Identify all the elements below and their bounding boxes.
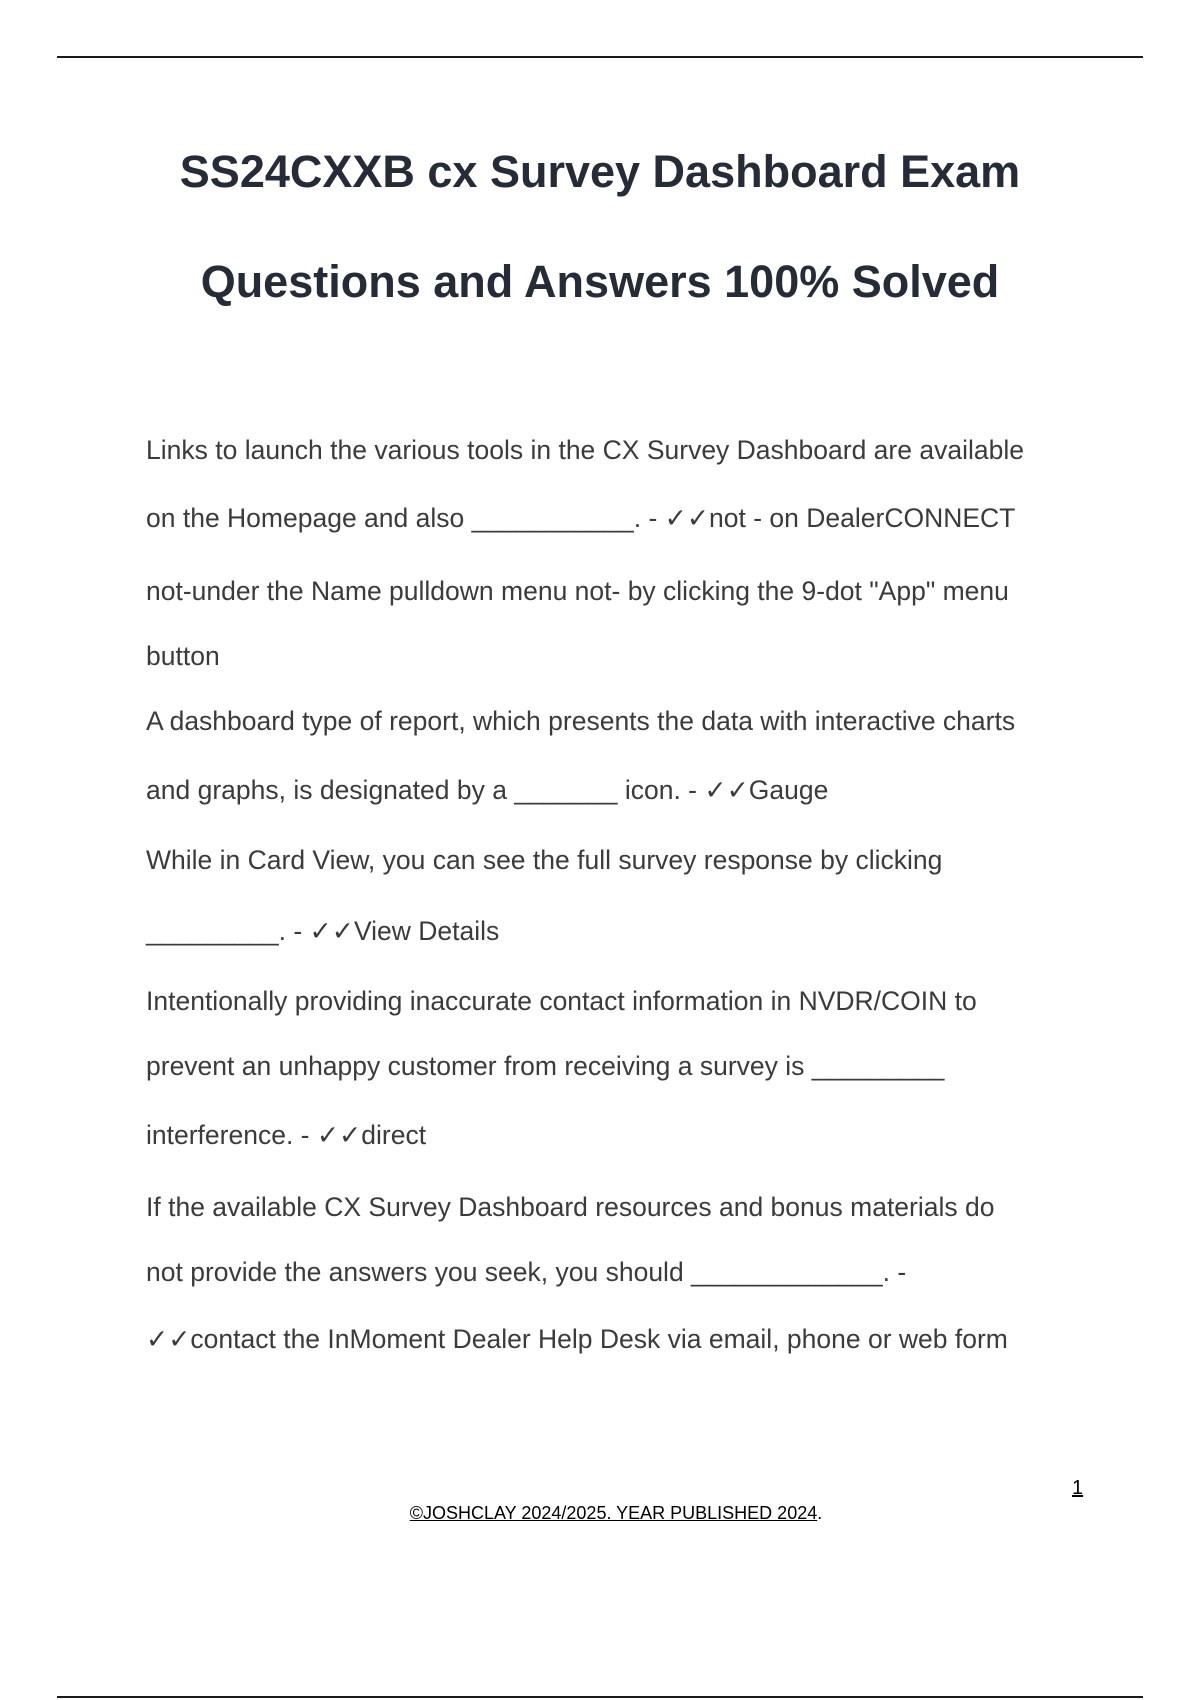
footer-copyright: ©JOSHCLAY 2024/2025. YEAR PUBLISHED 2024 xyxy=(409,1503,818,1523)
body-line: ✓✓contact the InMoment Dealer Help Desk via email, phone or web form xyxy=(146,1324,1008,1354)
body-line: not provide the answers you seek, you should _____________. - xyxy=(146,1257,907,1287)
body-line: While in Card View, you can see the full survey response by clicking xyxy=(146,845,943,875)
document-title-line-1: SS24CXXB cx Survey Dashboard Exam xyxy=(179,146,1021,197)
body-line: prevent an unhappy customer from receiving a survey is _________ xyxy=(146,1051,945,1081)
body-line: not-under the Name pulldown menu not- by clicking the 9-dot "App" menu xyxy=(146,576,1009,606)
body-line: A dashboard type of report, which presents the data with interactive charts xyxy=(146,706,1016,736)
body-line: and graphs, is designated by a _______ icon. - ✓✓Gauge xyxy=(146,775,829,805)
footer xyxy=(0,1503,1200,1524)
body-line: _________. - ✓✓View Details xyxy=(146,916,500,946)
page-number: 1 xyxy=(1072,1477,1084,1499)
body-line: button xyxy=(146,641,220,671)
body-line: on the Homepage and also ___________. - ✓✓not - on DealerCONNECT xyxy=(146,503,1016,533)
body-line: interference. - ✓✓direct xyxy=(146,1120,427,1150)
bottom-rule xyxy=(57,1696,1143,1698)
body-line: If the available CX Survey Dashboard resources and bonus materials do xyxy=(146,1192,995,1222)
body-line: Intentionally providing inaccurate contact information in NVDR/COIN to xyxy=(146,986,977,1016)
document-title-line-2: Questions and Answers 100% Solved xyxy=(200,256,1000,307)
top-rule xyxy=(57,56,1143,58)
footer-period: . xyxy=(817,1503,823,1523)
body-line: Links to launch the various tools in the CX Survey Dashboard are available xyxy=(146,435,1024,465)
